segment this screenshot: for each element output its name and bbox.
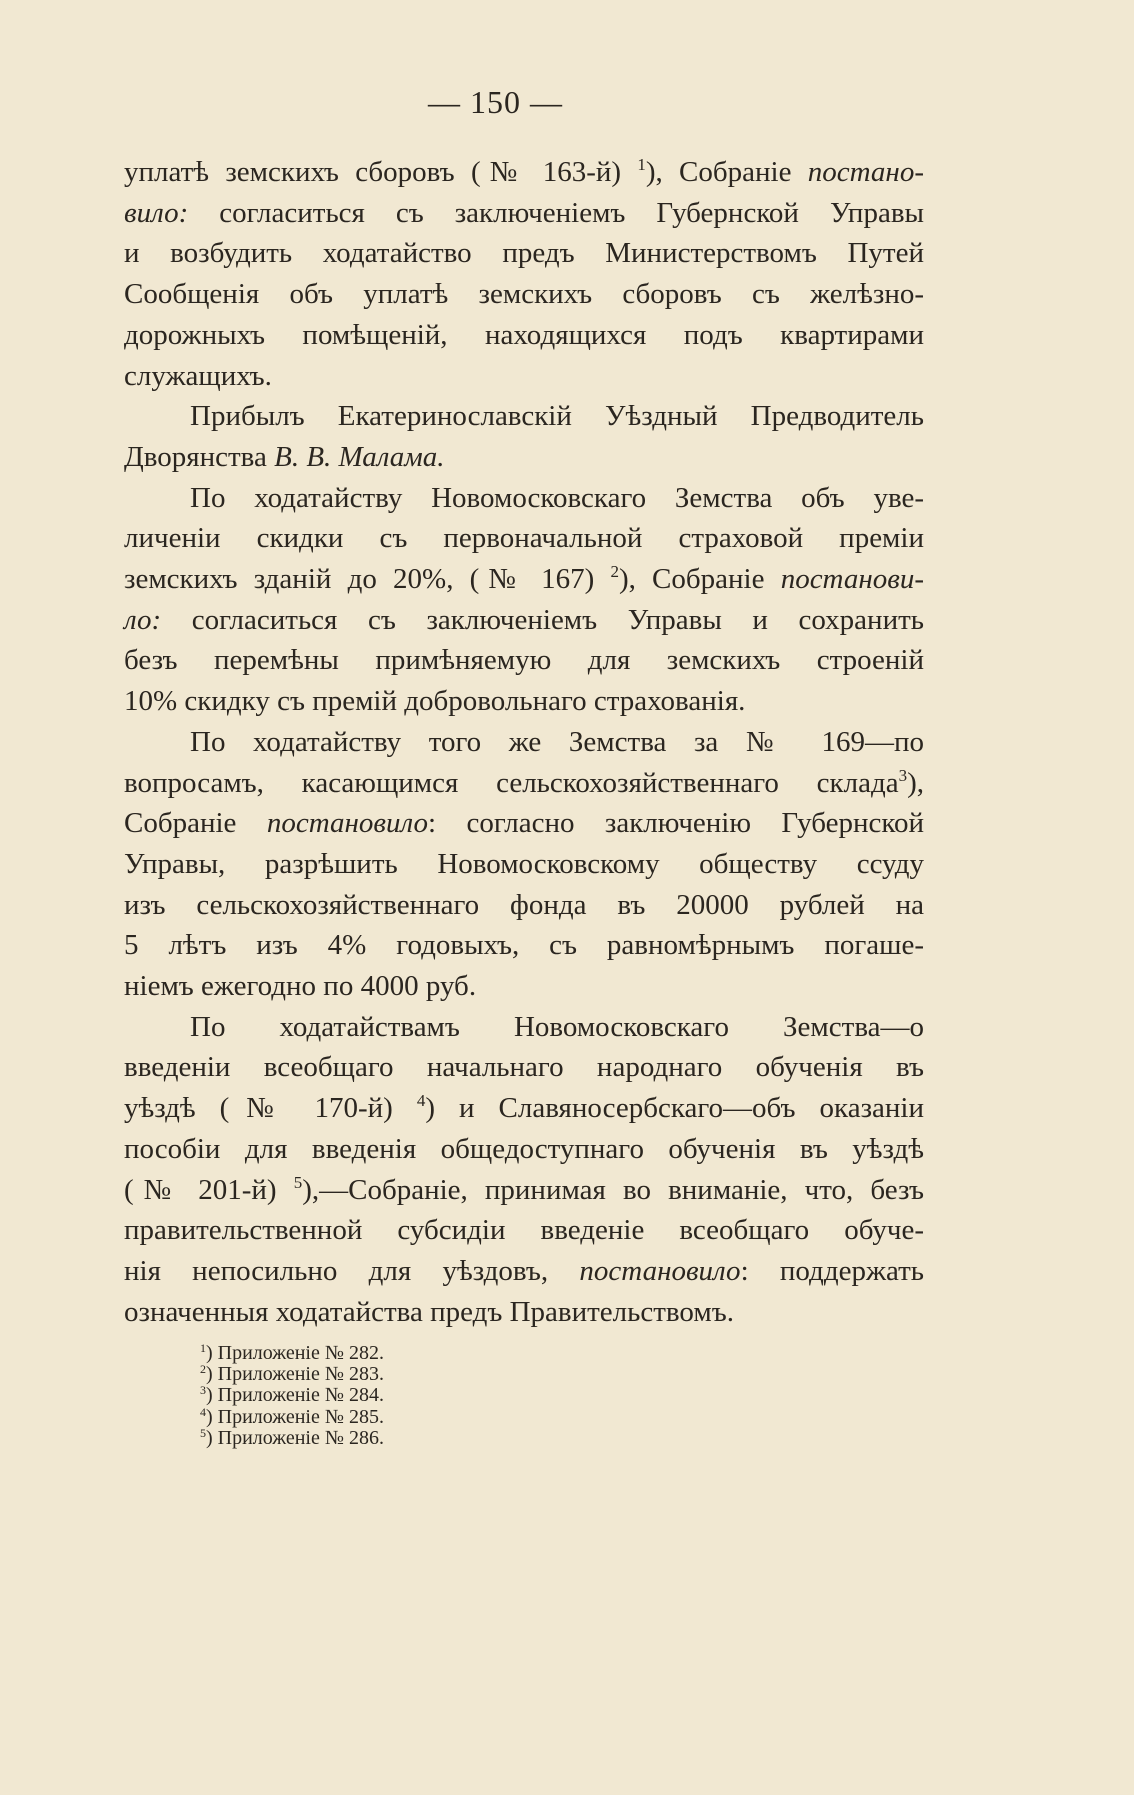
text-run: : согласно заключенію Губернской [427,807,924,840]
text-line [124,478,924,519]
text-run: уплатѣ земскихъ сборовъ (№ 163-й) [124,156,638,188]
text-run: Сообщенія объ уплатѣ земскихъ сборовъ съ желѣзно- [124,278,924,311]
text-run: ) и Славяносербскаго—объ оказаніи [425,1092,924,1125]
text-line [124,1047,924,1088]
text-run: и возбудить ходатайство предъ Министерствомъ Путей [124,237,924,270]
text-line [124,559,924,600]
text-run: (№ 201-й) [124,1173,294,1206]
text-line [124,722,924,763]
text-run: земскихъ зданій до 20%, (№ 167) [124,563,611,596]
text-run: По ходатайству Новомосковскаго Земства объ уве- [190,481,924,514]
text-line [124,925,924,966]
body-text [124,152,924,1332]
text-run: нія непосильно для уѣздовъ, [124,1254,580,1287]
footnote [200,1364,384,1385]
italic-text: ло: [124,603,162,636]
text-run: : поддержать [740,1254,924,1287]
text-run: ), [907,766,924,799]
footnote-number: 3 [200,1383,206,1398]
footnote-marker: 1 [637,155,646,174]
text-line [124,966,924,1007]
text-run: 5 лѣтъ изъ 4% годовыхъ, съ равномѣрнымъ погаше- [124,929,924,962]
footnote [200,1425,384,1449]
page-number: — 150 — [428,84,563,120]
text-line [124,885,924,926]
text-run: вопросамъ, касающимся сельскохозяйственнаго склада [124,766,899,799]
text-line [124,1129,924,1170]
text-run: Прибылъ Екатеринославскій Уѣздный Предводитель [190,400,924,433]
text-run: По ходатайствамъ Новомосковскаго Земства—о [190,1010,924,1043]
italic-text: постановило [266,807,428,840]
text-run: пособіи для введенія общедоступнаго обученія въ уѣздѣ [124,1132,924,1165]
text-line [124,844,924,885]
footnote-text: ) Приложеніе № 285. [206,1405,384,1428]
footnote-text: ) Приложеніе № 283. [206,1363,384,1386]
text-line [124,1251,924,1292]
text-line [124,274,924,315]
footnote-text: ) Приложеніе № 284. [206,1384,384,1407]
text-line [124,640,924,681]
italic-text: постановило [579,1254,741,1287]
paragraph [124,478,924,722]
text-line [124,437,924,478]
text-run: означенныя ходатайства предъ Правительствомъ. [124,1295,734,1328]
text-line [124,233,924,274]
paragraph [124,1007,924,1333]
text-run: служащихъ. [124,359,272,392]
footnote-number: 5 [200,1425,206,1440]
footnote-number: 4 [200,1404,206,1419]
footnote-number: 1 [200,1341,206,1355]
text-run: безъ перемѣны примѣняемую для земскихъ строеній [124,644,924,677]
text-line [124,1292,924,1333]
footnote-marker: 3 [898,765,908,785]
text-run: изъ сельскохозяйственнаго фонда въ 20000 рублей на [124,888,924,921]
text-run: уѣздѣ (№ 170-й) [124,1092,417,1125]
text-line [124,1088,924,1129]
text-run: ), Собраніе [618,563,781,596]
italic-text: постанови- [780,563,924,596]
paragraph [124,722,924,1007]
italic-text: вило: [124,196,189,229]
text-run: Управы, разрѣшить Новомосковскому обществу ссуду [124,847,924,880]
text-run: правительственной субсидіи введеніе всеобщаго обуче- [124,1214,924,1247]
text-run: ніемъ ежегодно по 4000 руб. [124,970,477,1003]
footnote-marker: 5 [293,1172,303,1192]
text-line [124,1170,924,1211]
text-line [124,763,924,804]
text-run: введеніи всеобщаго начальнаго народнаго обученія въ [124,1051,924,1084]
text-line [124,518,924,559]
text-run: Собраніе [124,807,267,840]
text-line [124,1007,924,1048]
italic-text: постано- [807,156,924,188]
footnote-number: 2 [200,1362,206,1377]
text-line [124,315,924,356]
text-line [124,803,924,844]
footnote [200,1343,384,1364]
footnote-text: ) Приложеніе № 282. [206,1342,384,1364]
text-line [124,396,924,437]
text-line [124,681,924,722]
italic-text: В. В. Малама. [274,440,445,473]
footnote-marker: 2 [610,562,619,582]
text-line [124,1210,924,1251]
text-run: дорожныхъ помѣщеній, находящихся подъ квартирами [124,318,924,351]
footnote [200,1385,384,1406]
footnote-marker: 4 [416,1091,426,1111]
text-line [124,152,924,193]
text-line [124,600,924,641]
text-line [124,356,924,397]
text-run: ), Собраніе [645,156,808,188]
paragraph [124,152,924,396]
text-run: согласиться съ заключеніемъ Управы и сохранить [161,603,924,636]
footnotes [200,1343,384,1449]
text-run: 10% скидку съ премій добровольнаго страхованія. [124,685,746,718]
text-line [124,193,924,234]
footnote [200,1404,384,1428]
paragraph [124,396,924,477]
text-run: согласиться съ заключеніемъ Губернской Управы [188,196,924,229]
footnote-text: ) Приложеніе № 286. [206,1426,384,1449]
text-run: личеніи скидки съ первоначальной страховой преміи [124,522,924,555]
text-run: Дворянства [124,440,275,473]
text-run: По ходатайству того же Земства за № 169—по [190,725,924,758]
text-run: ),—Собраніе, принимая во вниманіе, что, безъ [302,1173,924,1206]
